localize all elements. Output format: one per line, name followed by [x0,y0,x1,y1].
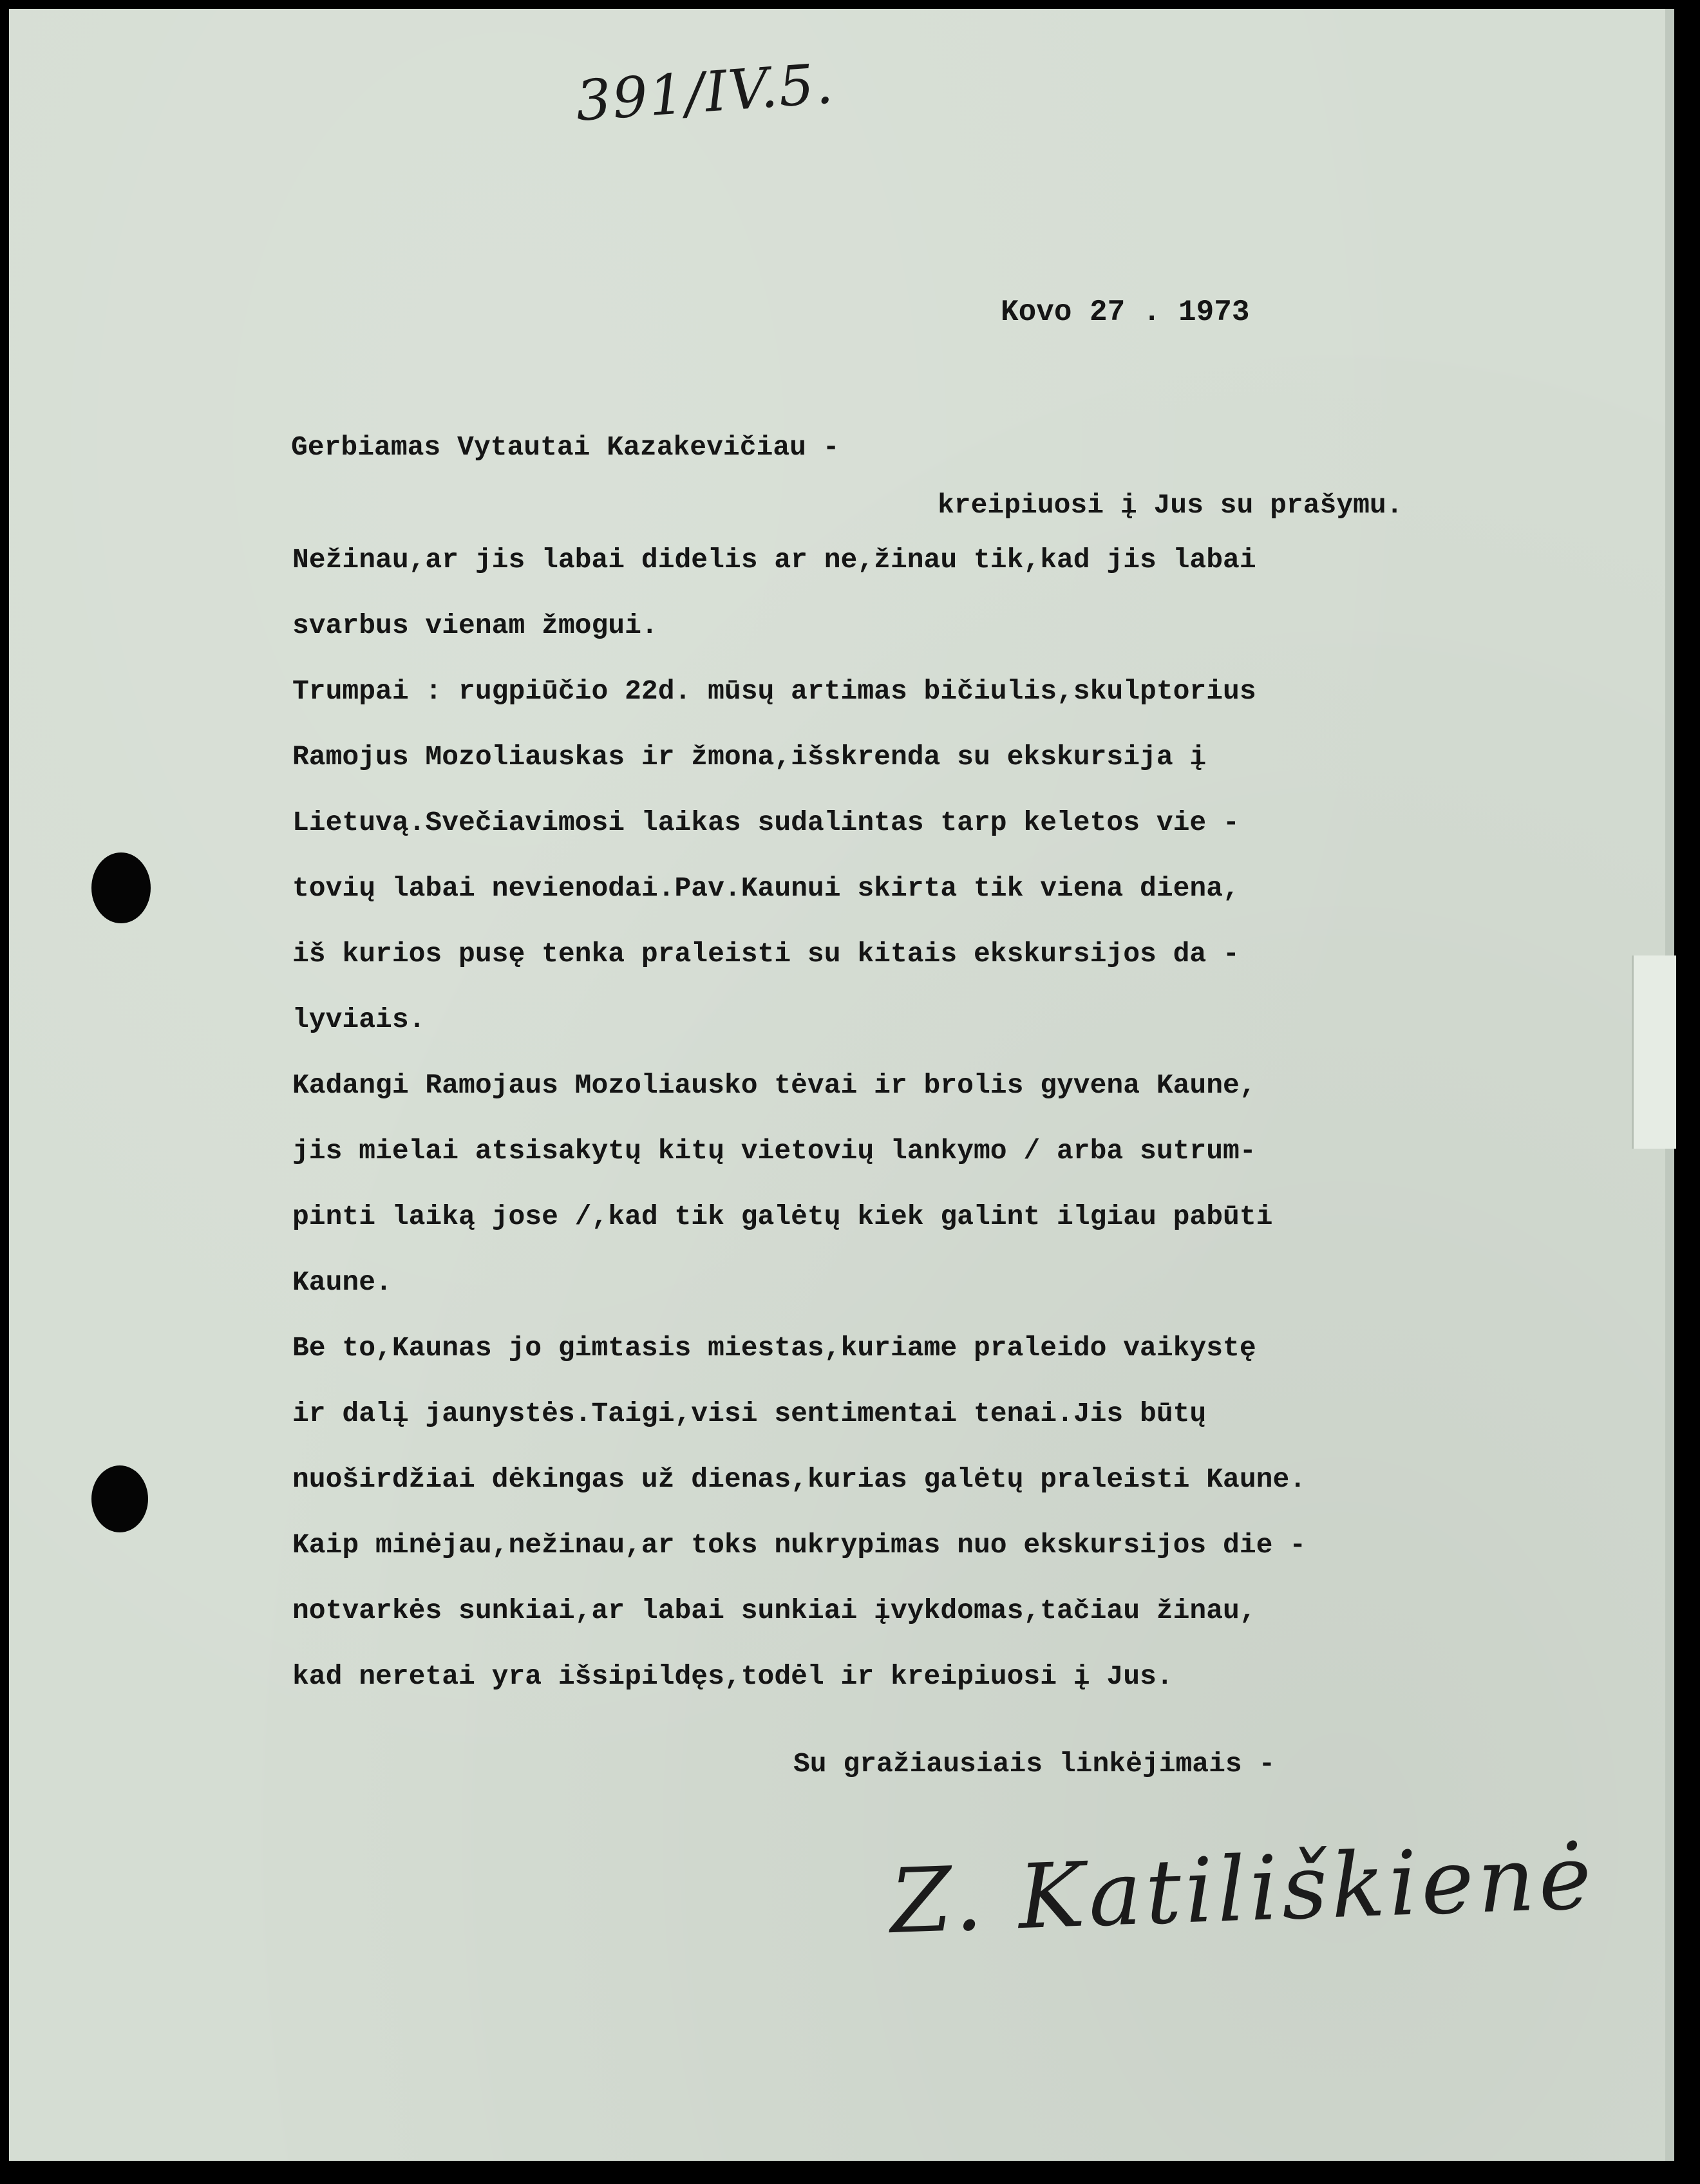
letter-date: Kovo 27 . 1973 [1001,296,1250,329]
body-line: Lietuvą.Svečiavimosi laikas sudalintas tarp keletos vie - [292,807,1240,838]
body-line: Be to,Kaunas jo gimtasis miestas,kuriame praleido vaikystę [292,1332,1256,1364]
body-line: Kadangi Ramojaus Mozoliausko tėvai ir brolis gyvena Kaune, [292,1069,1256,1101]
body-line: svarbus vienam žmogui. [292,610,658,641]
punch-hole-lower [91,1465,148,1532]
paper-sheet [9,9,1674,2161]
salutation: Gerbiamas Vytautai Kazakevičiau - [291,431,840,463]
body-line: nuoširdžiai dėkingas už dienas,kurias galėtų praleisti Kaune. [292,1464,1307,1495]
body-line: jis mielai atsisakytų kitų vietovių lankymo / arba sutrum- [292,1135,1256,1167]
body-line: iš kurios pusę tenka praleisti su kitais ekskursijos da - [292,938,1240,970]
body-line: tovių labai nevienodai.Pav.Kaunui skirta tik viena diena, [292,872,1240,904]
attached-paper-tab [1632,956,1676,1149]
body-line: kad neretai yra išsipildęs,todėl ir kreipiuosi į Jus. [292,1661,1173,1692]
body-line: Trumpai : rugpiūčio 22d. mūsų artimas bičiulis,skulptorius [292,675,1256,707]
body-line: ir dalį jaunystės.Taigi,visi sentimentai tenai.Jis būtų [292,1398,1207,1429]
body-line: Ramojus Mozoliauskas ir žmona,išskrenda su ekskursija į [292,741,1207,773]
body-line: Nežinau,ar jis labai didelis ar ne,žinau tik,kad jis labai [292,544,1256,576]
body-line: lyviais. [292,1004,426,1035]
body-line: Kaune. [292,1266,392,1298]
handwritten-archive-number: 391/IV.5. [574,52,836,134]
body-line: Kaip minėjau,nežinau,ar toks nukrypimas nuo ekskursijos die - [292,1529,1307,1561]
body-line: pinti laiką jose /,kad tik galėtų kiek galint ilgiau pabūti [292,1201,1273,1232]
handwritten-signature: Z. Katiliškienė [888,1825,1597,1954]
letter-body [292,542,1632,1724]
body-line: notvarkės sunkiai,ar labai sunkiai įvykdomas,tačiau žinau, [292,1595,1256,1626]
punch-hole-upper [91,852,151,923]
body-opening-line: kreipiuosi į Jus su prašymu. [938,489,1403,521]
closing: Su gražiausiais linkėjimais - [793,1748,1276,1780]
